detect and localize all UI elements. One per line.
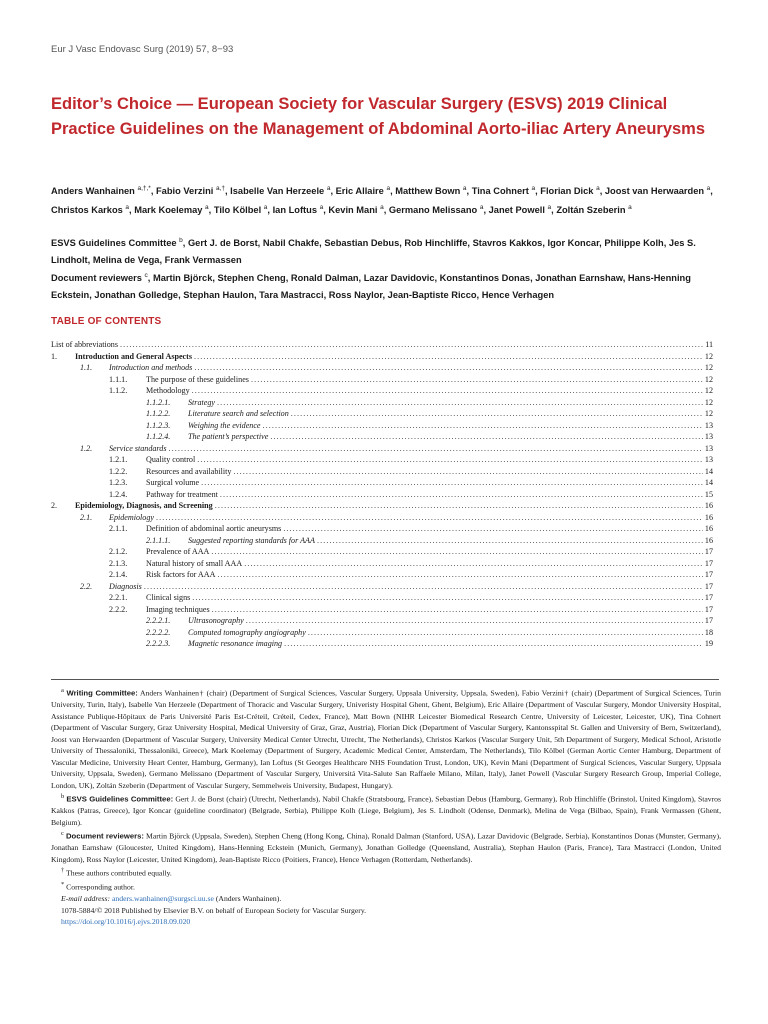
author-name: Fabio Verzini — [156, 186, 214, 197]
toc-entry-number: 1.2.4. — [109, 489, 128, 499]
toc-entry-page: 12 — [704, 363, 713, 372]
footnote-sup: † — [61, 867, 65, 875]
toc-entry-number: 2. — [51, 501, 58, 510]
author-separator: , — [710, 186, 713, 197]
toc-dot-leader — [217, 569, 702, 581]
toc-dot-leader — [317, 535, 703, 547]
author-affiliation: a,†,* — [137, 185, 151, 192]
toc-entry-page: 13 — [704, 455, 713, 464]
toc-entry-number: 1.2.1. — [109, 455, 128, 464]
toc-entry-number: 1.2. — [80, 443, 93, 453]
toc-entry[interactable] — [51, 558, 713, 570]
reviewers-sup: c — [144, 272, 148, 279]
email-link[interactable]: anders.wanhainen@surgsci.uu.se — [111, 894, 214, 904]
toc-dot-leader — [144, 581, 703, 593]
toc-entry-number: 1.1.1. — [109, 374, 128, 384]
toc-heading: TABLE OF CONTENTS — [51, 316, 162, 327]
toc-entry[interactable] — [51, 397, 713, 409]
toc-entry[interactable] — [51, 408, 713, 420]
toc-entry-page: 12 — [704, 409, 713, 418]
author-name: Germano Melissano — [388, 204, 478, 215]
toc-dot-leader — [291, 408, 703, 420]
author-affiliation: a — [319, 203, 324, 211]
toc-entry-page: 12 — [704, 374, 713, 384]
toc-entry-number: 1.1. — [80, 363, 93, 372]
toc-entry-title: Suggested reporting standards for AAA — [188, 535, 315, 545]
toc-entry[interactable] — [51, 627, 713, 639]
author — [395, 186, 471, 196]
toc-dot-leader — [270, 431, 703, 443]
author-affiliation: a — [380, 203, 384, 211]
author — [556, 205, 631, 215]
toc-entry-title: Introduction and methods — [109, 363, 193, 372]
author — [134, 205, 214, 215]
author-affiliation: a — [326, 185, 331, 192]
toc-entry-title: Weighing the evidence — [188, 420, 261, 430]
toc-entry-page: 16 — [704, 524, 713, 533]
author-separator: , — [323, 204, 329, 215]
footnote-email — [51, 893, 721, 905]
toc-entry-title: Imaging techniques — [146, 604, 210, 614]
toc-entry[interactable] — [51, 374, 713, 386]
document-reviewers: Document reviewers $^c$, Martin Björck, Stephen Cheng, Ronald Dalman, Lazar Davidovic, Konstantinos Donas, Jonathan Earnshaw, Hans-Henning Eckstein, Jonathan Golledge, Stephan Haulon, Tara Mastracci, Ross Naylor, Jean-Baptiste Ricco, Hence Verhagen — [51, 272, 691, 300]
toc-entry-title: Surgical volume — [146, 478, 200, 487]
toc-entry-number: 2.1.3. — [109, 558, 128, 568]
author-name: Janet Powell — [488, 204, 545, 215]
author-affiliation: a — [706, 185, 711, 192]
footnote-sup: b — [61, 793, 65, 801]
toc-dot-leader — [211, 546, 703, 558]
author — [489, 205, 557, 215]
toc-entry-page: 16 — [704, 512, 713, 522]
author-name: Mark Koelemay — [134, 204, 203, 215]
author-separator: , — [599, 186, 605, 197]
toc-entry[interactable] — [51, 523, 713, 535]
footnotes — [51, 685, 721, 928]
author-list — [51, 181, 721, 218]
author-affiliation: a — [263, 203, 268, 211]
email-owner: (Anders Wanhainen). — [215, 894, 282, 904]
toc-entry-page: 17 — [704, 593, 713, 602]
toc-entry-title: Computed tomography angiography — [188, 627, 306, 637]
toc-entry[interactable] — [51, 604, 713, 616]
author-separator: , — [535, 186, 541, 197]
footnote-equal-contribution — [51, 865, 721, 879]
toc-entry-number: 1.1.2.3. — [146, 420, 171, 430]
guidelines-committee: ESVS Guidelines Committee $^b$, Gert J. de Borst, Nabil Chakfe, Sebastian Debus, Rob Hinchliffe, Stavros Kakkos, Igor Koncar, Philippe Kolh, Jes S. Lindholt, Melina de Vega, Frank Vermassen — [51, 237, 696, 265]
toc-entry-page: 13 — [704, 432, 713, 441]
footnote-label: Writing Committee: — [66, 688, 138, 698]
author — [472, 186, 541, 196]
toc-entry-title: Magnetic resonance imaging — [188, 639, 283, 648]
toc-entry-title: Literature search and selection — [188, 409, 289, 418]
author-affiliation: a,† — [215, 185, 225, 192]
toc-entry[interactable] — [51, 581, 713, 593]
toc-entry[interactable] — [51, 351, 713, 363]
toc-entry[interactable] — [51, 431, 713, 443]
toc-entry[interactable] — [51, 546, 713, 558]
toc-entry-page: 11 — [705, 340, 713, 349]
author-name: Anders Wanhainen — [51, 186, 135, 197]
author-name: Zoltán Szeberin — [556, 204, 626, 215]
reviewers-members: Martin Björck, Stephen Cheng, Ronald Dalman, Lazar Davidovic, Konstantinos Donas, Jonathan Earnshaw, Hans-Henning Eckstein, Jonathan Golledge, Stephan Haulon, Tara Mastracci, Ross Naylor, Jean-Baptiste Ricco, Hence Verhagen — [51, 273, 691, 300]
toc-entry[interactable] — [51, 466, 713, 478]
author-name: Florian Dick — [540, 186, 594, 197]
author-separator: , — [150, 186, 156, 197]
toc-entry-title: Pathway for treatment — [146, 489, 218, 499]
author-name: Tilo Kölbel — [213, 204, 262, 215]
toc-dot-leader — [220, 489, 703, 501]
author — [273, 205, 329, 215]
doi-link[interactable]: https://doi.org/10.1016/j.ejvs.2018.09.020 — [61, 917, 191, 927]
email-label: E-mail address: — [61, 894, 111, 904]
toc-entry-page: 12 — [704, 351, 713, 361]
toc-entry-title: Quality control — [146, 455, 196, 464]
toc-entry-number: 2.2.2. — [109, 604, 128, 614]
toc-entry-page: 16 — [704, 501, 713, 510]
toc-entry[interactable] — [51, 477, 713, 489]
toc-entry-title: Resources and availability — [146, 466, 232, 476]
toc-dot-leader — [192, 385, 703, 397]
author — [605, 186, 713, 196]
toc-entry-number: 2.2.2.2. — [146, 627, 171, 637]
toc-dot-leader — [263, 420, 703, 432]
toc-dot-leader — [194, 362, 703, 374]
toc-entry-page: 18 — [704, 627, 713, 637]
author — [230, 186, 335, 196]
toc-entry-page: 15 — [704, 489, 713, 499]
author-name: Christos Karkos — [51, 204, 123, 215]
author-separator: , — [224, 186, 231, 197]
toc-entry-title: Strategy — [188, 397, 215, 407]
toc-dot-leader — [283, 523, 703, 535]
toc-entry-number: 2.1.2. — [109, 547, 128, 556]
toc-entry-number: 2.2. — [80, 581, 93, 591]
toc-entry-number: 2.1. — [80, 512, 93, 522]
toc-dot-leader — [233, 466, 702, 478]
toc-entry-number: 2.1.4. — [109, 570, 128, 579]
toc-entry-page: 13 — [704, 420, 713, 430]
toc-dot-leader — [201, 477, 703, 489]
author-affiliation: a — [386, 185, 391, 192]
toc-entry-number: 1.1.2. — [109, 386, 128, 395]
author-separator: , — [390, 186, 396, 197]
footnote-text: These authors contributed equally. — [66, 868, 172, 878]
toc-entry-title: Service standards — [109, 443, 167, 453]
toc-entry-title: Natural history of small AAA — [146, 558, 243, 568]
author-separator: , — [267, 204, 273, 215]
toc-dot-leader — [168, 443, 702, 455]
toc-entry-number: 2.2.2.3. — [146, 639, 171, 648]
author-name: Tina Cohnert — [471, 186, 529, 197]
toc-entry-title: The patient’s perspective — [188, 432, 269, 441]
toc-entry-number: 2.1.1.1. — [146, 535, 171, 545]
footnote-label: Document reviewers: — [66, 831, 144, 841]
toc-entry-title: Diagnosis — [109, 581, 142, 591]
author-affiliation: a — [596, 185, 600, 192]
footnote-label: ESVS Guidelines Committee: — [66, 794, 174, 804]
footnote-text: Corresponding author. — [66, 882, 135, 892]
toc-entry-page: 13 — [704, 443, 713, 453]
author — [51, 205, 134, 215]
footnote-text: Martin Björck (Uppsala, Sweden), Stephen Cheng (Hong Kong, China), Ronald Dalman (Stanford, USA), Lazar Davidovic (Belgrade, Serbia), Konstantinos Donas (Munster, Germany), Jonathan Earnshaw (Gloucester, United Kingdom), Hans-Henning Eckstein (Munich, Germany), Jonathan Golledge (Queensland, Australia), Stephan Haulon (Paris, France), Tara Mastracci (London, United Kingdom), Ross Naylor (Leicester, United Kingdom), Jean-Baptiste Ricco (Poitiers, France), Hence Verhagen (Rotterdam, Netherlands). — [51, 831, 722, 864]
toc-entry-number: 2.2.2.1. — [146, 616, 171, 625]
toc-entry-title: Prevalence of AAA — [146, 547, 210, 556]
author-name: Joost van Herwaarden — [604, 186, 705, 197]
toc-dot-leader — [246, 615, 703, 627]
toc-entry-page: 14 — [704, 478, 713, 487]
author-affiliation: a — [628, 203, 632, 211]
paper-title: Editor’s Choice — European Society for Vascular Surgery (ESVS) 2019 Clinical Practice Guidelines on the Management of Abdominal Aorto-iliac Artery Aneurysms — [51, 95, 706, 138]
toc-dot-leader — [251, 374, 703, 386]
footnote-divider — [51, 679, 719, 680]
toc-entry[interactable] — [51, 569, 713, 581]
footnote-text: Anders Wanhainen† (chair) (Department of Surgical Sciences, Vascular Surgery, Uppsala University, Uppsala, Sweden), Fabio Verzini† (chair) (Department of Surgical Sciences, Turin University, Turin, Italy), Isabelle Van Herzeele (Department of Thoracic and Vascular Surgery, Univeristy Hospital Ghent, Ghent, Belgium), Eric Allaire (Department of Vascular Surgery, Mondor University Hospital, Assistance Publique-Hôpitaux de Paris Université Paris Est-Créteil, Créteil, Cedex, France), Matt Bown (NIHR Leicester Biomedical Research Centre, University of Leicester, Leicester, UK), Tina Cohnert (Department of Vascular Surgery, Graz University Hospital, Medical University of Graz, Graz, Austria), Florian Dick (Department of Vascular Surgery, Kantonsspital St. Gallen and University of Bern, Switzerland), Joost van Herwaarden (Department of Vascular Surgery, University Medical Center Utrecht, Utrecht, The Netherlands), Christos Karkos (Vascular Surgery Unit, 5th Department of Surgery, Medical School, Aristotle University of Thessaloniki, Thessaloniki, Greece), Mark Koelemay (Department of Surgery, Academic Medical Center, Amsterdam, The Netherlands), Tilo Kölbel (German Aortic Center Hamburg, Department of Vascular Medicine, University Heart Center, Hamburg, Germany), Ian Loftus (St Georges Healthcare NHS Foundation Trust, London, UK), Kevin Mani (Department of Surgical Sciences, Vascular Surgery, Uppsala University, Uppsala, Sweden), Germano Melissano (Department of Vascular Surgery, Universitá Vita-Salute San Raffaele Milano, Milan, Italy), Janet Powell (Vascular Surgery Research Group, Imperial College, London, UK), Zoltán Szeberin (Department of Vascular Surgery, Semmelweis University, Budapest, Hungary). — [51, 688, 722, 790]
toc-entry[interactable] — [51, 500, 713, 512]
toc-entry-title: List of abbreviations — [51, 340, 118, 349]
toc-entry-title: Epidemiology — [109, 512, 154, 522]
toc-dot-leader — [215, 500, 703, 512]
footnote-guidelines-committee — [51, 791, 721, 828]
toc-entry-page: 17 — [704, 604, 713, 614]
toc-dot-leader — [308, 627, 703, 639]
toc-entry-page: 19 — [704, 639, 713, 648]
author-name: Eric Allaire — [335, 186, 384, 197]
toc-dot-leader — [194, 351, 703, 363]
toc-entry[interactable] — [51, 512, 713, 524]
author — [214, 205, 273, 215]
toc-entry-number: 1.1.2.4. — [146, 432, 171, 441]
committee-sup: b — [179, 237, 183, 244]
author — [51, 186, 156, 196]
committee-label: ESVS Guidelines Committee — [51, 238, 177, 249]
toc-entry-title: Ultrasonography — [188, 616, 244, 625]
author-separator: , — [383, 204, 389, 215]
toc-dot-leader — [244, 558, 703, 570]
toc-entry-number: 1.2.3. — [109, 478, 128, 487]
toc-entry-number: 2.1.1. — [109, 524, 128, 533]
toc-dot-leader — [212, 604, 703, 616]
footnote-text: Gert J. de Borst (chair) (Utrecht, Netherlands), Nabil Chakfe (Stratsbourg, France), Sebastian Debus (Hamburg, Germany), Rob Hinchliffe (Brinstol, United Kingdom), Stavros Kakkos (Patras, Greece), Igor Koncar (guideline coordinator) (Belgrade, Serbia), Philippe Kolh (Liege, Belgium), Jes S. Lindholt (Odense, Denmark), Melina de Vega (Bilbao, Spain), Frank Vermassen (Ghent, Belgium). — [51, 794, 722, 827]
toc-dot-leader — [284, 638, 703, 650]
toc-entry-number: 1.1.2.1. — [146, 397, 171, 407]
author-affiliation: a — [479, 203, 484, 211]
author — [328, 205, 388, 215]
toc-entry-title: Risk factors for AAA — [146, 570, 216, 579]
toc-entry[interactable] — [51, 592, 713, 604]
toc-entry[interactable] — [51, 535, 713, 547]
author-affiliation: a — [205, 203, 209, 211]
toc-entry[interactable] — [51, 420, 713, 432]
committee-members: Gert J. de Borst, Nabil Chakfe, Sebastian Debus, Rob Hinchliffe, Stavros Kakkos, Igor Koncar, Philippe Kolh, Jes S. Lindholt, Melina de Vega, Frank Vermassen — [51, 238, 696, 265]
author-affiliation: a — [125, 203, 130, 211]
author-affiliation: a — [462, 185, 467, 192]
toc-entry-page: 17 — [704, 616, 713, 625]
footnote-sup: * — [61, 881, 65, 889]
author-separator: , — [466, 186, 472, 197]
journal-citation: Eur J Vasc Endovasc Surg (2019) 57, 8−93 — [51, 44, 234, 55]
toc-entry[interactable] — [51, 362, 713, 374]
toc-entry-title: Epidemiology, Diagnosis, and Screening — [75, 501, 213, 510]
footnote-document-reviewers — [51, 828, 721, 865]
toc-entry-title: The purpose of these guidelines — [146, 374, 249, 384]
footnote-corresponding-author — [51, 879, 721, 893]
copyright-line: 1078-5884/© 2018 Published by Elsevier B.V. on behalf of European Society for Vascular Surgery. — [61, 905, 367, 915]
toc-entry-page: 14 — [704, 466, 713, 476]
author-separator: , — [483, 204, 489, 215]
toc-entry-number: 1.1.2.2. — [146, 409, 171, 418]
author — [389, 205, 489, 215]
footnote-sup: c — [61, 830, 64, 838]
toc-entry-number: 1. — [51, 351, 58, 361]
toc-entry[interactable] — [51, 443, 713, 455]
author-affiliation: a — [531, 185, 536, 192]
author-name: Ian Loftus — [272, 204, 317, 215]
author-name: Isabelle Van Herzeele — [230, 186, 325, 197]
author-separator: , — [330, 186, 336, 197]
toc-dot-leader — [217, 397, 703, 409]
author-separator: , — [551, 204, 557, 215]
author — [540, 186, 605, 196]
reviewers-label: Document reviewers — [51, 273, 142, 284]
toc-entry-title: Methodology — [146, 386, 190, 395]
toc-entry-title: Clinical signs — [146, 593, 191, 602]
author-separator: , — [208, 204, 214, 215]
toc-entry-page: 12 — [704, 397, 713, 407]
toc-entry[interactable] — [51, 489, 713, 501]
toc-dot-leader — [120, 339, 703, 351]
footnote-writing-committee — [51, 685, 721, 791]
toc-entry[interactable] — [51, 638, 713, 650]
toc-entry-page: 17 — [704, 558, 713, 568]
toc-entry[interactable] — [51, 615, 713, 627]
toc-entry-page: 16 — [704, 535, 713, 545]
toc-entry[interactable] — [51, 339, 713, 351]
author-affiliation: a — [547, 203, 552, 211]
author — [336, 186, 396, 196]
toc-entry-page: 17 — [704, 547, 713, 556]
author-separator: , — [129, 204, 135, 215]
toc-entry-page: 17 — [704, 581, 713, 591]
toc-entry-page: 17 — [704, 570, 713, 579]
author-name: Kevin Mani — [328, 204, 378, 215]
toc-entry-page: 12 — [704, 386, 713, 395]
author-name: Matthew Bown — [395, 186, 461, 197]
toc-entry-number: 1.2.2. — [109, 466, 128, 476]
author — [156, 186, 230, 196]
toc-dot-leader — [192, 592, 703, 604]
toc-entry-title: Definition of abdominal aortic aneurysms — [146, 524, 282, 533]
toc-entry[interactable] — [51, 385, 713, 397]
toc-entry[interactable] — [51, 454, 713, 466]
toc-dot-leader — [156, 512, 703, 524]
footnote-sup: a — [61, 687, 64, 694]
toc-entry-title: Introduction and General Aspects — [75, 351, 192, 361]
toc-entry-number: 2.2.1. — [109, 593, 128, 602]
toc-dot-leader — [197, 454, 703, 466]
table-of-contents — [51, 339, 713, 650]
